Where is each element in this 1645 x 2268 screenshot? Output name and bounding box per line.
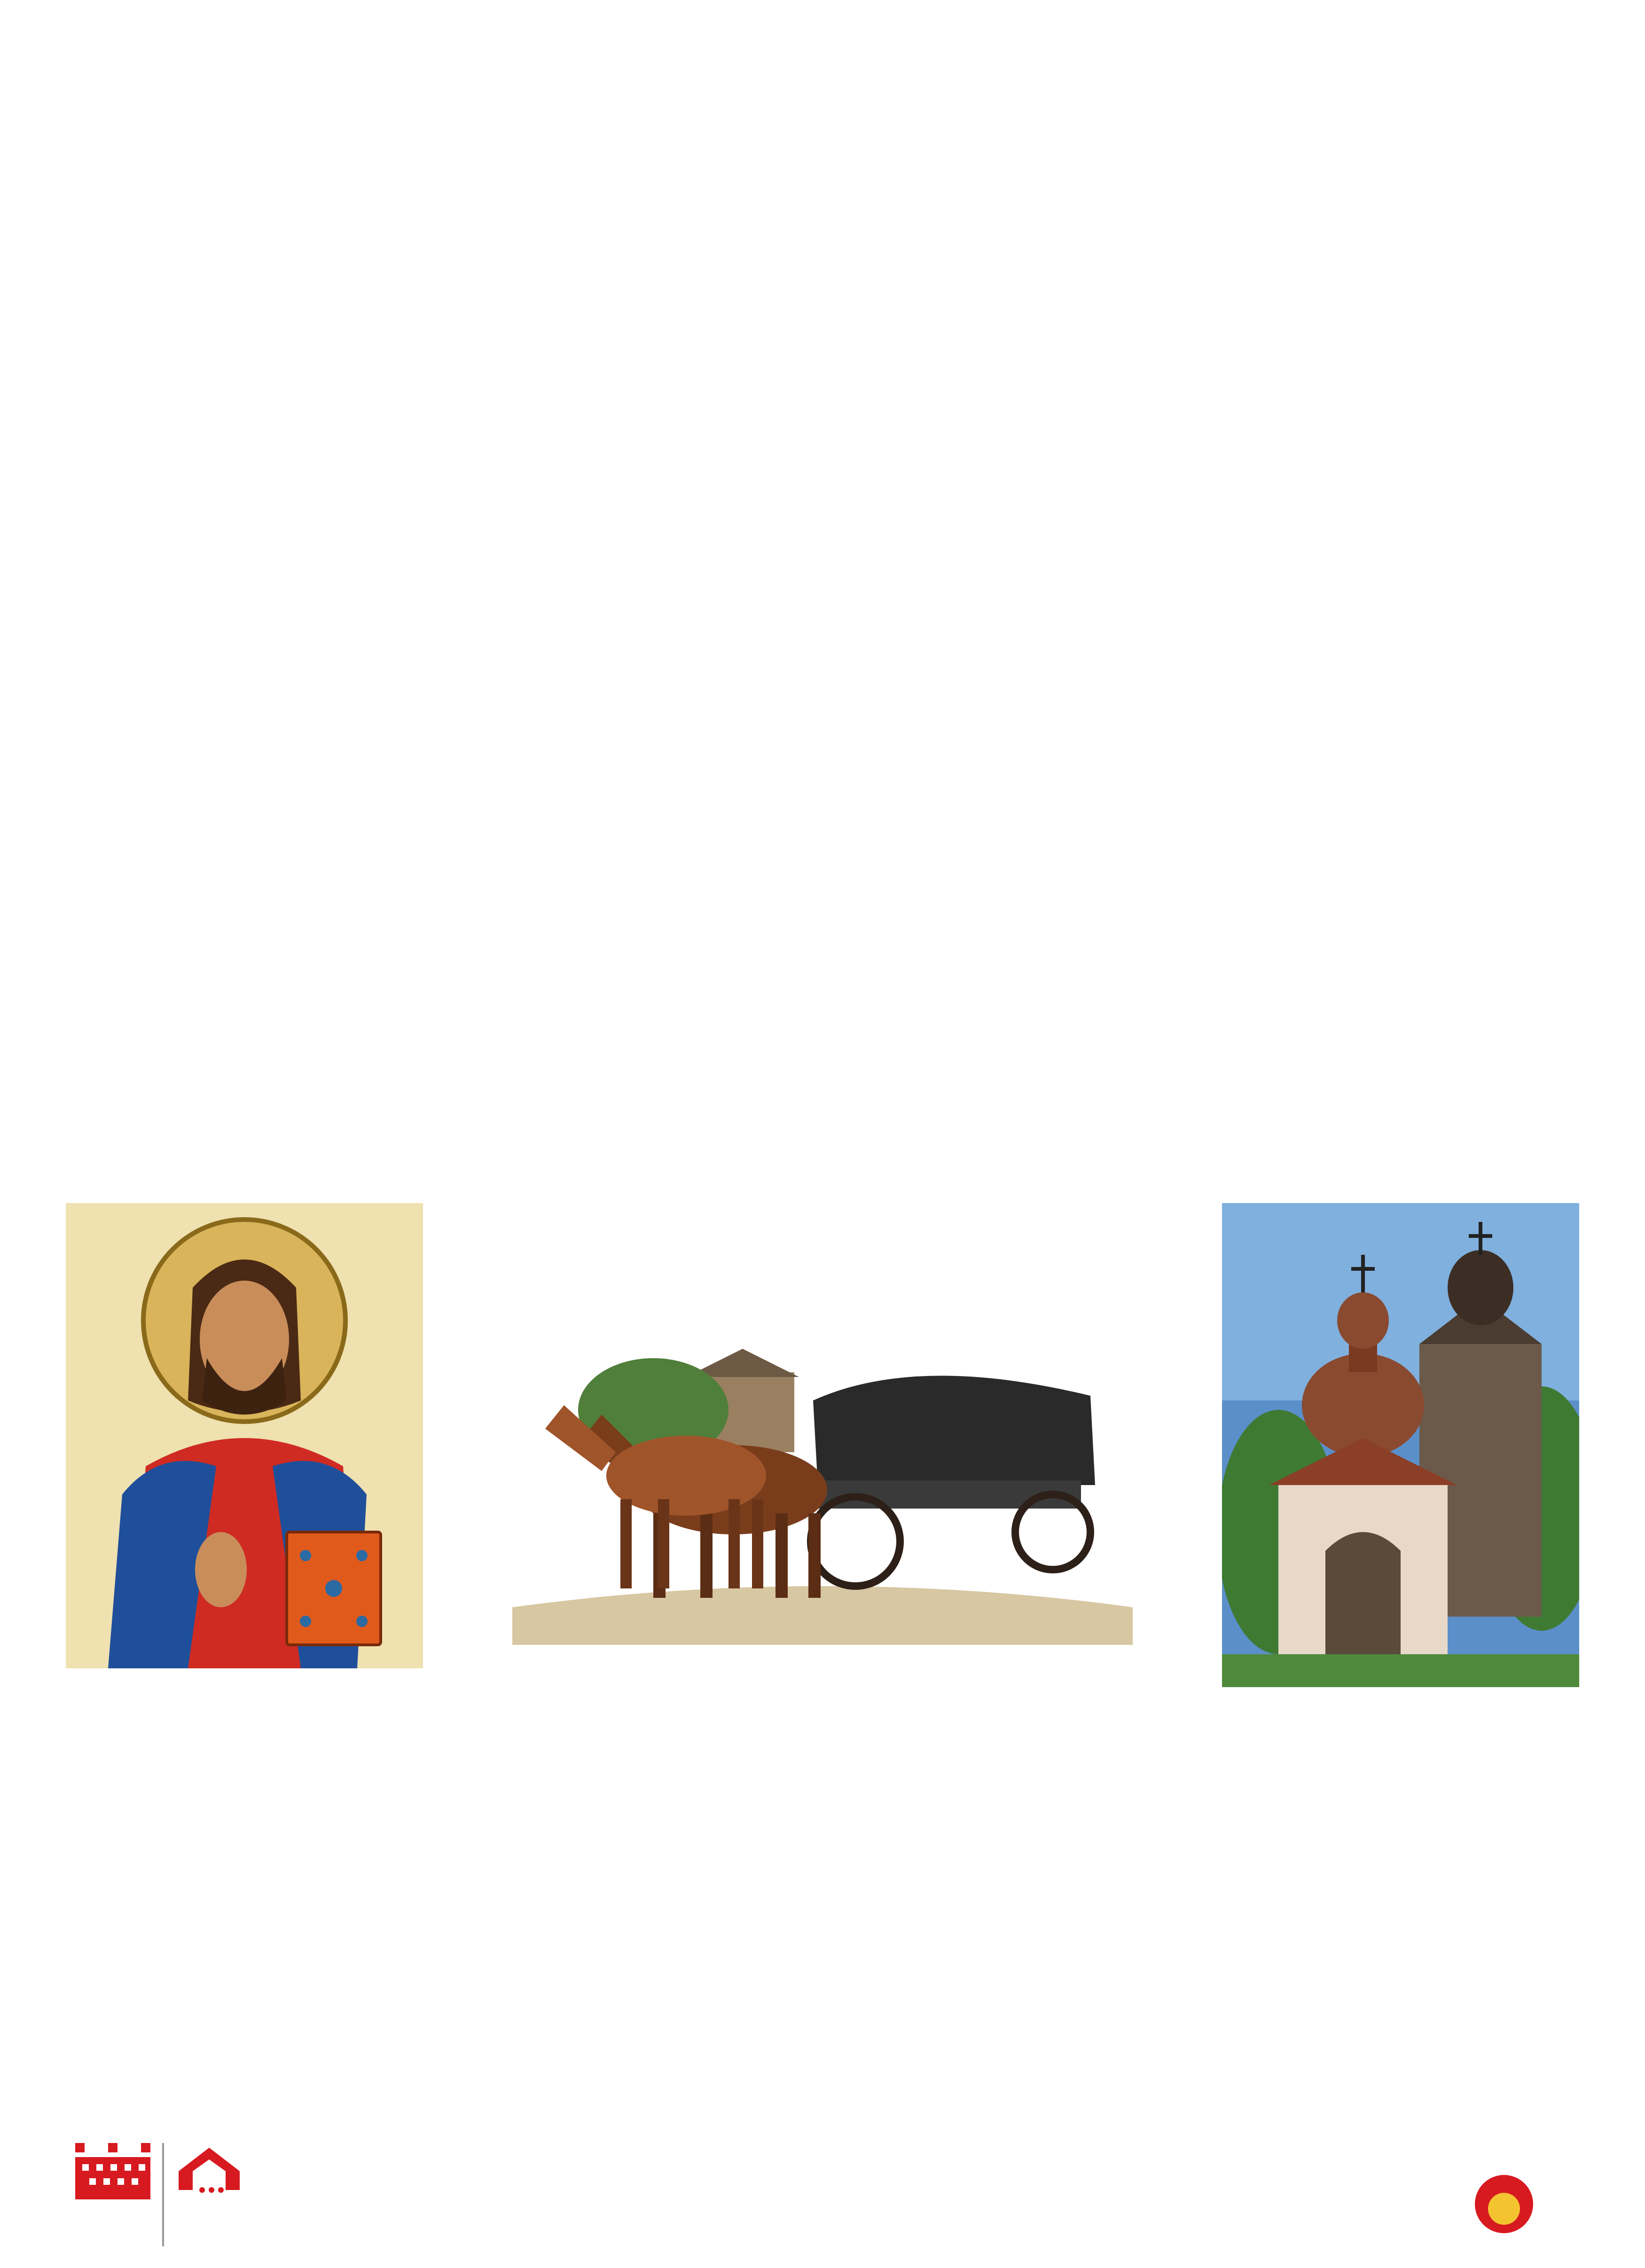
bottom-embroidery-band (0, 1734, 1645, 2077)
nck-logo-mark (66, 2138, 160, 2204)
gok-logo-mark (1429, 2152, 1598, 2246)
church-image (1222, 1203, 1579, 1687)
dom-kultury-logo-mark (174, 2143, 244, 2195)
horse-wagon-illustration (512, 1344, 1133, 1645)
dom-kultury-logo (174, 2143, 296, 2251)
bottom-embroidery-border (0, 2087, 1645, 2148)
gok-logo (1429, 2152, 1598, 2246)
church-illustration (1222, 1203, 1579, 1687)
christ-icon-illustration (66, 1203, 423, 1668)
christ-icon-image (66, 1203, 423, 1668)
nck-logo (66, 2138, 160, 2246)
horse-wagon-image (512, 1344, 1133, 1645)
logo-divider (162, 2143, 164, 2246)
top-embroidery-border (0, 5, 1645, 75)
